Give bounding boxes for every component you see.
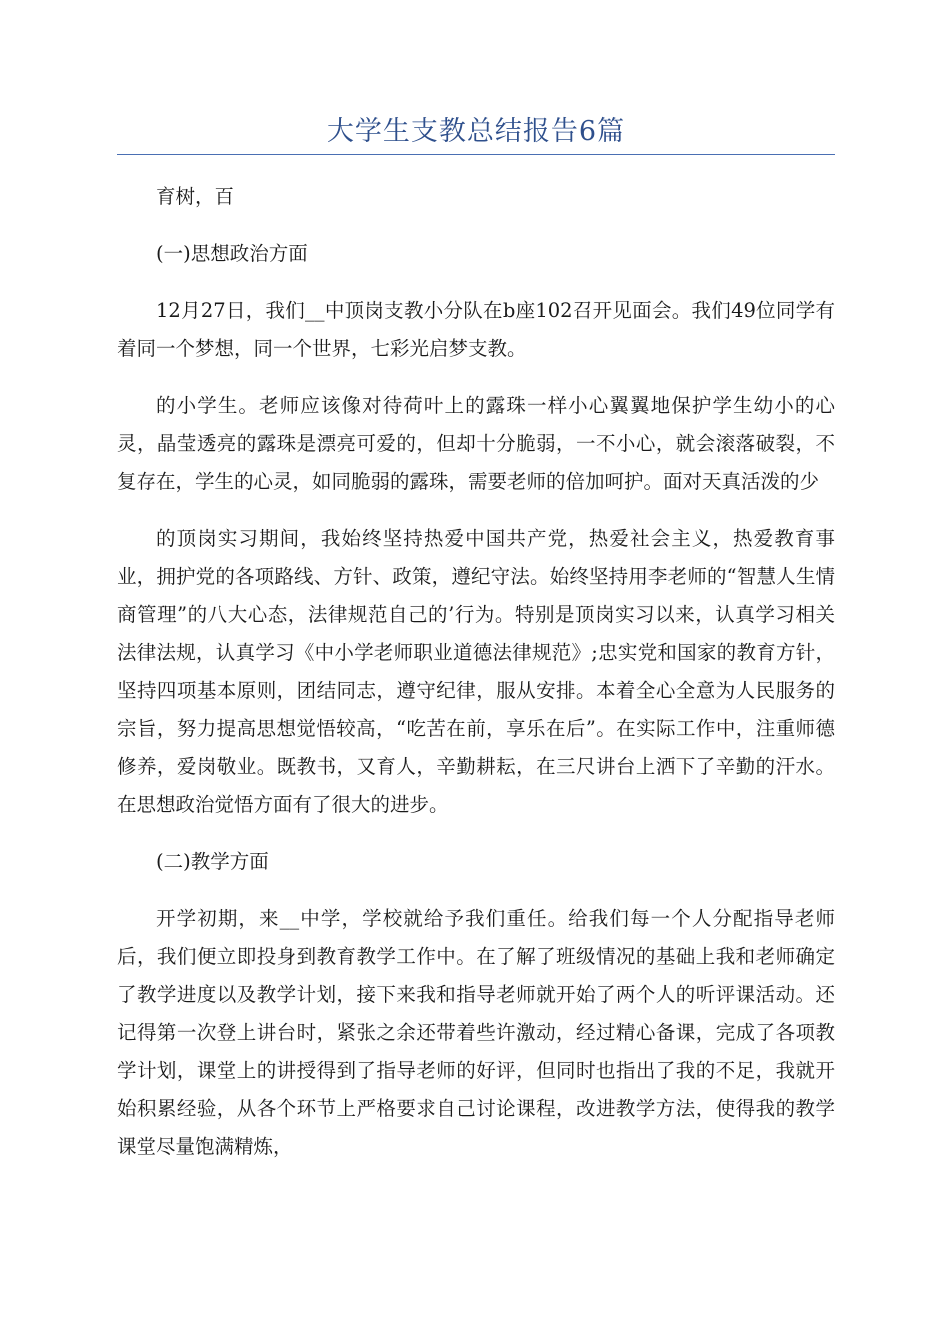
document-body (117, 178, 835, 1166)
section-heading-teaching: (二)教学方面 (156, 850, 269, 873)
document-page (117, 0, 835, 1185)
paragraph-1: 育树，百 (156, 185, 235, 208)
paragraph-3: 12月27日，我们__中顶岗支教小分队在b座102召开见面会。我们49位同学有着同一个梦想，同一个世界，七彩光启梦支教。 (117, 299, 835, 360)
paragraph-5: 的顶岗实习期间，我始终坚持热爱中国共产党，热爱社会主义，热爱教育事业，拥护党的各项路线、方针、政策，遵纪守法。始终坚持用李老师的“智慧人生情商管理”的八大心态，法律规范自己的’行为。特别是顶岗实习以来，认真学习相关法律法规，认真学习《中小学老师职业道德法律规范》;忠实党和国家的教育方针，坚持四项基本原则，团结同志，遵守纪律，服从安排。本着全心全意为人民服务的宗旨，努力提高思想觉悟较高，“吃苦在前，享乐在后”。在实际工作中，注重师德修养，爱岗敬业。既教书，又育人，辛勤耕耘，在三尺讲台上洒下了辛勤的汗水。在思想政治觉悟方面有了很大的进步。 (117, 527, 835, 816)
section-heading-politics: (一)思想政治方面 (156, 242, 308, 265)
title-underline (117, 154, 835, 155)
paragraph-4: 的小学生。老师应该像对待荷叶上的露珠一样小心翼翼地保护学生幼小的心灵，晶莹透亮的露珠是漂亮可爱的，但却十分脆弱，一不小心，就会滚落破裂，不复存在，学生的心灵，如同脆弱的露珠，需要老师的倍加呵护。面对天真活泼的少 (117, 394, 835, 493)
document-title: 大学生支教总结报告6篇 (326, 116, 626, 147)
paragraph-7: 开学初期，来__中学，学校就给予我们重任。给我们每一个人分配指导老师后，我们便立即投身到教育教学工作中。在了解了班级情况的基础上我和老师确定了教学进度以及教学计划，接下来我和指导老师就开始了两个人的听评课活动。还记得第一次登上讲台时，紧张之余还带着些许激动，经过精心备课，完成了各项教学计划，课堂上的讲授得到了指导老师的好评，但同时也指出了我的不足，我就开始积累经验，从各个环节上严格要求自己讨论课程，改进教学方法，使得我的教学课堂尽量饱满精炼， (117, 907, 835, 1158)
